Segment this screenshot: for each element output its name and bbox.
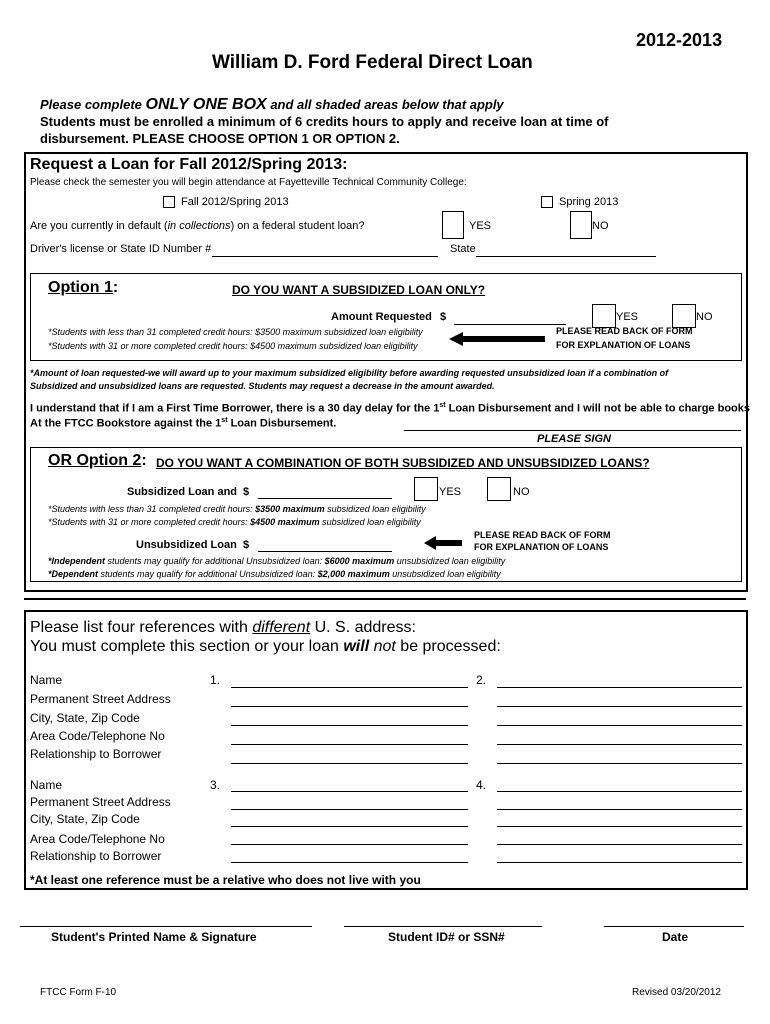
ref-field-city: City, State, Zip Code bbox=[30, 711, 140, 725]
dep-post: unsubsidized loan eligibility bbox=[389, 569, 501, 579]
ref3-line[interactable] bbox=[231, 791, 468, 792]
ref4-line[interactable] bbox=[497, 844, 742, 845]
option2-yes-label: YES bbox=[439, 486, 462, 498]
default-no-checkbox[interactable] bbox=[570, 211, 592, 239]
state-field[interactable] bbox=[476, 256, 656, 257]
option1-amount-label: Amount Requested bbox=[331, 311, 432, 323]
student-id-line[interactable] bbox=[344, 926, 542, 927]
name-signature-label: Student's Printed Name & Signature bbox=[51, 930, 257, 944]
indep-emph: *Independent bbox=[48, 556, 106, 566]
spring-label: Spring 2013 bbox=[559, 196, 619, 208]
instruction-emph: ONLY ONE BOX bbox=[145, 96, 267, 113]
ref-field-phone: Area Code/Telephone No bbox=[30, 832, 165, 846]
indep-amt: $6000 maximum bbox=[324, 556, 395, 566]
ref1-line[interactable] bbox=[231, 763, 468, 764]
references-heading1-pre: Please list four references with bbox=[30, 619, 253, 636]
ref-field-phone: Area Code/Telephone No bbox=[30, 729, 165, 743]
form-id: FTCC Form F-10 bbox=[40, 987, 117, 998]
option2-sub-field[interactable] bbox=[258, 498, 392, 499]
ref-number-1: 1. bbox=[210, 673, 221, 687]
option2-no-label: NO bbox=[513, 486, 530, 498]
date-line[interactable] bbox=[604, 926, 744, 927]
references-heading2-pre: You must complete this section or your loan bbox=[30, 638, 344, 655]
ref-field-address: Permanent Street Address bbox=[30, 692, 171, 706]
ref1-line[interactable] bbox=[231, 706, 468, 707]
option2-colon: : bbox=[141, 452, 147, 469]
state-label: State bbox=[450, 243, 476, 255]
left-arrow-icon bbox=[449, 331, 545, 347]
option2-sub-dollar: $ bbox=[243, 486, 250, 498]
ref2-line[interactable] bbox=[497, 763, 742, 764]
understand1-post: Loan Disbursement and I will not be able to charge books bbox=[445, 402, 750, 415]
independent-note bbox=[48, 556, 505, 566]
credits-line-2: disbursement. PLEASE CHOOSE OPTION 1 OR OPTION 2. bbox=[40, 131, 400, 146]
option2-note1-emph: $3500 maximum bbox=[255, 504, 325, 514]
ref-field-relationship: Relationship to Borrower bbox=[30, 849, 162, 863]
ref-field-name: Name bbox=[30, 673, 63, 687]
ref2-line[interactable] bbox=[497, 687, 742, 688]
default-q-pre: Are you currently in default ( bbox=[30, 220, 168, 232]
option2-question: DO YOU WANT A COMBINATION OF BOTH SUBSIDIZED AND UNSUBSIDIZED LOANS? bbox=[156, 456, 650, 470]
option1-read-back-1: PLEASE READ BACK OF FORM bbox=[556, 326, 693, 336]
understand-line-2 bbox=[30, 417, 336, 430]
references-heading2-post: be processed: bbox=[395, 638, 501, 655]
option2-note1-pre: *Students with less than 31 completed credit hours: bbox=[48, 504, 256, 514]
option2-yes-checkbox[interactable] bbox=[414, 477, 438, 501]
fall-checkbox[interactable] bbox=[163, 196, 175, 208]
default-yes-checkbox[interactable] bbox=[442, 211, 464, 239]
ref-field-address: Permanent Street Address bbox=[30, 795, 171, 809]
option1-note-1: *Students with less than 31 completed credit hours: $3500 maximum subsidized loan eligibility bbox=[48, 327, 423, 337]
fall-label: Fall 2012/Spring 2013 bbox=[181, 196, 289, 208]
instruction-line bbox=[40, 96, 504, 114]
option2-unsub-dollar: $ bbox=[243, 539, 250, 551]
option1-no-checkbox[interactable] bbox=[672, 304, 696, 328]
signature-line-option1[interactable] bbox=[404, 430, 741, 431]
ref2-line[interactable] bbox=[497, 725, 742, 726]
dep-amt: $2,000 maximum bbox=[317, 569, 390, 579]
date-label: Date bbox=[662, 930, 689, 944]
option2-note1-post: subsidized loan eligibility bbox=[324, 504, 426, 514]
ref-field-city: City, State, Zip Code bbox=[30, 812, 140, 826]
option2-note2-emph: $4500 maximum bbox=[250, 517, 320, 527]
ref-field-relationship: Relationship to Borrower bbox=[30, 747, 162, 761]
ref4-line[interactable] bbox=[497, 862, 742, 863]
ref-number-2: 2. bbox=[476, 673, 487, 687]
student-id-label: Student ID# or SSN# bbox=[388, 930, 505, 944]
understand2-post: Loan Disbursement. bbox=[227, 417, 337, 430]
option1-label-text: Option 1 bbox=[48, 279, 113, 296]
option1-yes-label: YES bbox=[616, 311, 639, 323]
default-q-post: ) on a federal student loan? bbox=[230, 220, 365, 232]
name-signature-line[interactable] bbox=[20, 926, 312, 927]
ref3-line[interactable] bbox=[231, 862, 468, 863]
relative-note: *At least one reference must be a relative who does not live with you bbox=[30, 873, 421, 887]
option2-no-checkbox[interactable] bbox=[487, 477, 511, 501]
understand2-pre: At the FTCC Bookstore against the 1 bbox=[30, 417, 222, 430]
references-heading1-post: U. S. address: bbox=[310, 619, 416, 636]
semester-prompt: Please check the semester you will begin attendance at Fayetteville Technical Community College: bbox=[30, 177, 467, 188]
instruction-pre: Please complete bbox=[40, 97, 146, 112]
understand2-sup: st bbox=[221, 417, 228, 424]
option2-label bbox=[48, 452, 147, 470]
default-yes-label: YES bbox=[469, 220, 492, 232]
please-sign-label: PLEASE SIGN bbox=[537, 433, 611, 445]
ref4-line[interactable] bbox=[497, 791, 742, 792]
option2-unsub-field[interactable] bbox=[258, 551, 392, 552]
option1-question: DO YOU WANT A SUBSIDIZED LOAN ONLY? bbox=[232, 283, 486, 297]
indep-mid: students may qualify for additional Unsubsidized loan: bbox=[105, 556, 325, 566]
revised-date: Revised 03/20/2012 bbox=[632, 987, 721, 998]
license-label: Driver's license or State ID Number # bbox=[30, 243, 212, 255]
default-q-emph: in collections bbox=[167, 220, 231, 232]
option2-note-1 bbox=[48, 504, 426, 514]
dependent-note bbox=[48, 569, 501, 579]
ref-number-4: 4. bbox=[476, 778, 487, 792]
references-heading2-will: will bbox=[343, 638, 370, 655]
option1-colon: : bbox=[112, 279, 119, 296]
option2-unsub-label: Unsubsidized Loan bbox=[136, 539, 237, 551]
section-divider bbox=[24, 598, 746, 600]
option2-note2-post: subsidized loan eligibility bbox=[319, 517, 421, 527]
amount-note-2: Subsidized and unsubsidized loans are requested. Students may request a decrease in the amount awarded. bbox=[30, 381, 495, 391]
understand-line-1 bbox=[30, 402, 750, 415]
credits-line-1: Students must be enrolled a minimum of 6 credits hours to apply and receive loan at time of bbox=[40, 114, 609, 129]
dep-emph: *Dependent bbox=[48, 569, 99, 579]
ref-number-3: 3. bbox=[210, 778, 221, 792]
references-heading-2 bbox=[30, 638, 501, 656]
option1-note-2: *Students with 31 or more completed credit hours: $4500 maximum subsidized loan eligibility bbox=[48, 341, 418, 351]
ref3-line[interactable] bbox=[231, 844, 468, 845]
ref2-line[interactable] bbox=[497, 744, 742, 745]
year-label: 2012-2013 bbox=[636, 30, 723, 50]
option1-no-label: NO bbox=[696, 311, 713, 323]
references-heading1-emph: different bbox=[252, 619, 311, 636]
option2-read-back-1: PLEASE READ BACK OF FORM bbox=[474, 530, 611, 540]
option1-yes-checkbox[interactable] bbox=[592, 304, 616, 328]
spring-checkbox[interactable] bbox=[541, 196, 553, 208]
license-field[interactable] bbox=[212, 256, 438, 257]
option2-label-text: OR Option 2 bbox=[48, 452, 142, 469]
indep-post: unsubsidized loan eligibility bbox=[394, 556, 506, 566]
ref-field-name: Name bbox=[30, 778, 63, 792]
dep-mid: students may qualify for additional Unsubsidized loan: bbox=[98, 569, 318, 579]
ref2-line[interactable] bbox=[497, 706, 742, 707]
option2-note-2 bbox=[48, 517, 421, 527]
default-question bbox=[30, 220, 365, 232]
left-arrow-icon bbox=[424, 536, 462, 550]
ref4-line[interactable] bbox=[497, 826, 742, 827]
ref3-line[interactable] bbox=[231, 826, 468, 827]
option2-sub-label: Subsidized Loan and bbox=[127, 486, 238, 498]
request-heading: Request a Loan for Fall 2012/Spring 2013: bbox=[30, 156, 348, 173]
ref1-line[interactable] bbox=[231, 687, 468, 688]
understand1-sup: st bbox=[439, 402, 446, 409]
option2-read-back-2: FOR EXPLANATION OF LOANS bbox=[474, 542, 609, 552]
option2-note2-pre: *Students with 31 or more completed credit hours: bbox=[48, 517, 251, 527]
ref3-line[interactable] bbox=[231, 809, 468, 810]
page-title: William D. Ford Federal Direct Loan bbox=[212, 52, 533, 73]
amount-note-1: *Amount of loan requested-we will award up to your maximum subsidized eligibility before awarding requested unsubsidized loan if a combination of bbox=[30, 368, 669, 378]
ref4-line[interactable] bbox=[497, 809, 742, 810]
option1-dollar: $ bbox=[440, 311, 447, 323]
understand1-pre: I understand that if I am a First Time Borrower, there is a 30 day delay for the 1 bbox=[30, 402, 440, 415]
default-no-label: NO bbox=[592, 220, 609, 232]
ref1-line[interactable] bbox=[231, 725, 468, 726]
ref1-line[interactable] bbox=[231, 744, 468, 745]
option1-read-back-2: FOR EXPLANATION OF LOANS bbox=[556, 340, 691, 350]
references-heading-1 bbox=[30, 619, 416, 637]
instruction-post: and all shaded areas below that apply bbox=[266, 97, 504, 112]
option1-amount-field[interactable] bbox=[454, 324, 566, 325]
references-heading2-not: not bbox=[373, 638, 396, 655]
option1-label bbox=[48, 279, 118, 297]
